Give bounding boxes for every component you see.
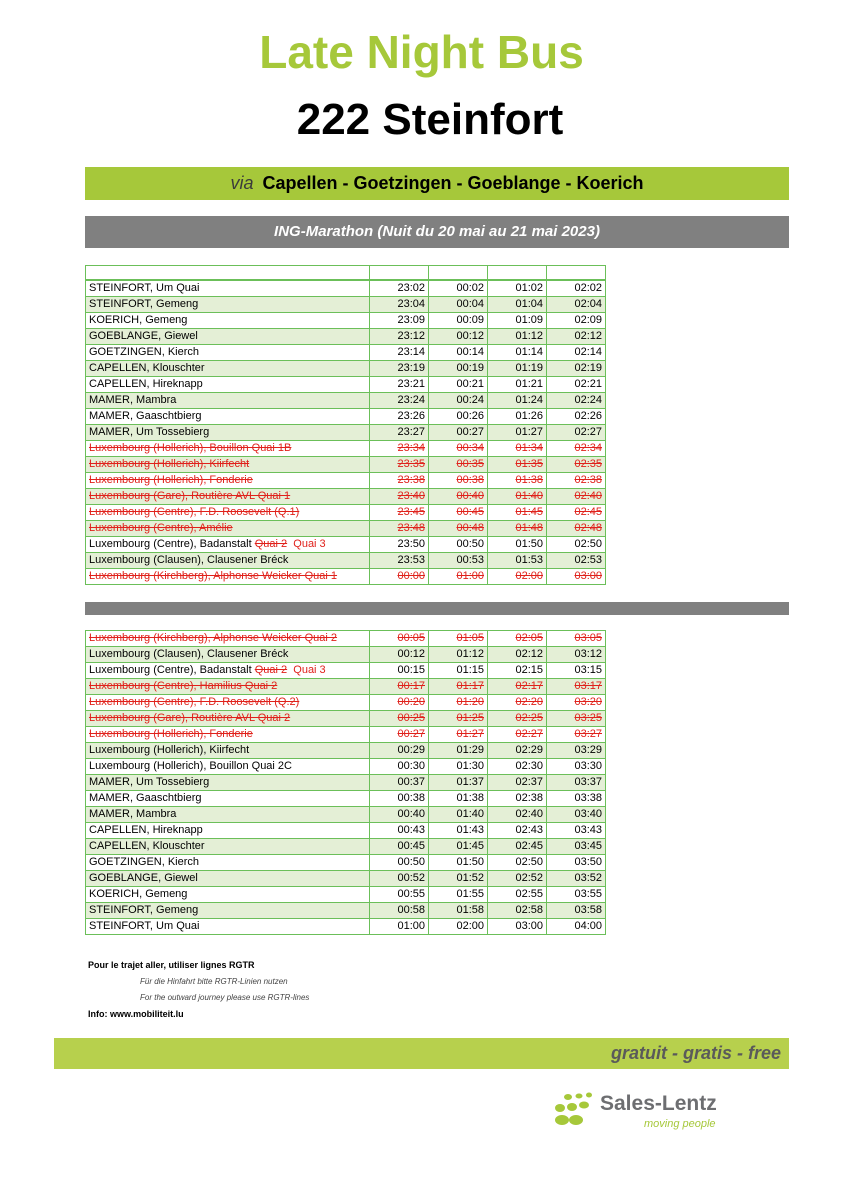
stop-name: [86, 647, 370, 663]
departure-time: 00:14: [429, 345, 488, 361]
table-row: [86, 823, 606, 839]
departure-time: 00:20: [370, 695, 429, 711]
stop-name: [86, 839, 370, 855]
stop-name: [86, 823, 370, 839]
stop-name: [86, 903, 370, 919]
departure-time: 00:37: [370, 775, 429, 791]
old-quai: Quai 2: [254, 538, 288, 550]
table-row: [86, 521, 606, 537]
departure-time: 01:50: [429, 855, 488, 871]
departure-time: 03:37: [547, 775, 606, 791]
departure-time: 02:48: [547, 521, 606, 537]
departure-time: 02:55: [488, 887, 547, 903]
departure-time: 00:21: [429, 377, 488, 393]
stop-label: Luxembourg (Hollerich), Fonderie: [89, 728, 253, 740]
table-row: [86, 280, 606, 297]
departure-time: 01:19: [488, 361, 547, 377]
stop-label: Luxembourg (Gare), Routière AVL Quai 2: [89, 712, 291, 724]
stop-name: [86, 521, 370, 537]
table-row: [86, 537, 606, 553]
departure-time: 02:21: [547, 377, 606, 393]
departure-time: 00:43: [370, 823, 429, 839]
departure-time: 01:27: [488, 425, 547, 441]
departure-time: 00:40: [429, 489, 488, 505]
departure-time: 03:58: [547, 903, 606, 919]
departure-time: 01:14: [488, 345, 547, 361]
departure-time: 02:35: [547, 457, 606, 473]
table-row: [86, 855, 606, 871]
table-row: [86, 743, 606, 759]
stop-name: [86, 441, 370, 457]
departure-time: 01:45: [429, 839, 488, 855]
stop-name: [86, 631, 370, 647]
departure-time: 00:53: [429, 553, 488, 569]
departure-time: 03:29: [547, 743, 606, 759]
new-quai: Quai 3: [293, 538, 326, 550]
departure-time: 01:35: [488, 457, 547, 473]
departure-time: 00:27: [370, 727, 429, 743]
stop-name: [86, 775, 370, 791]
departure-time: 00:34: [429, 441, 488, 457]
stop-label: MAMER, Um Tossebierg: [89, 776, 210, 788]
stop-label: Luxembourg (Kirchberg), Alphonse Weicker Quai 2: [89, 632, 338, 644]
departure-time: 01:02: [488, 280, 547, 297]
stop-name: [86, 569, 370, 585]
table-row: [86, 663, 606, 679]
departure-time: 01:38: [429, 791, 488, 807]
departure-time: 00:35: [429, 457, 488, 473]
stop-label: Luxembourg (Hollerich), Fonderie: [89, 474, 253, 486]
departure-time: 01:24: [488, 393, 547, 409]
stop-name: [86, 711, 370, 727]
departure-time: 00:38: [370, 791, 429, 807]
stop-label: CAPELLEN, Hireknapp: [89, 824, 203, 836]
departure-time: 01:21: [488, 377, 547, 393]
stop-label: STEINFORT, Gemeng: [89, 298, 199, 310]
logo-dots-icon: [552, 1090, 600, 1130]
departure-time: 01:12: [488, 329, 547, 345]
departure-time: 23:48: [370, 521, 429, 537]
note-german: Für die Hinfahrt bitte RGTR-Linien nutzen: [140, 977, 288, 986]
sales-lentz-logo: [552, 1090, 732, 1135]
departure-time: 00:00: [370, 569, 429, 585]
departure-time: 00:02: [429, 280, 488, 297]
departure-time: 02:12: [547, 329, 606, 345]
table-row: [86, 839, 606, 855]
stop-label: Luxembourg (Hollerich), Bouillon Quai 1B: [89, 442, 292, 454]
departure-time: 02:27: [547, 425, 606, 441]
stop-label: Luxembourg (Hollerich), Kiirfecht: [89, 744, 250, 756]
departure-time: 03:00: [488, 919, 547, 935]
stop-name: [86, 537, 370, 553]
stop-label: CAPELLEN, Klouschter: [89, 840, 205, 852]
departure-time: 02:52: [488, 871, 547, 887]
departure-time: 01:25: [429, 711, 488, 727]
stop-label: CAPELLEN, Klouschter: [89, 362, 205, 374]
stop-label: GOETZINGEN, Kierch: [89, 856, 200, 868]
table-row: [86, 345, 606, 361]
departure-time: 02:00: [429, 919, 488, 935]
stop-label: Luxembourg (Hollerich), Kiirfecht: [89, 458, 250, 470]
table-row: [86, 727, 606, 743]
stop-name: [86, 345, 370, 361]
info-link[interactable]: Info: www.mobiliteit.lu: [88, 1009, 184, 1019]
stop-name: [86, 743, 370, 759]
stop-name: [86, 791, 370, 807]
departure-time: 00:52: [370, 871, 429, 887]
table-row: [86, 759, 606, 775]
separator-bar: [85, 602, 789, 615]
departure-time: 03:20: [547, 695, 606, 711]
stop-label: STEINFORT, Um Quai: [89, 920, 200, 932]
table-header-row: [86, 266, 606, 281]
departure-time: 03:52: [547, 871, 606, 887]
stop-name: [86, 457, 370, 473]
stop-label: Luxembourg (Gare), Routière AVL Quai 1: [89, 490, 291, 502]
note-french: Pour le trajet aller, utiliser lignes RGTR: [88, 960, 255, 970]
departure-time: 03:00: [547, 569, 606, 585]
via-banner: [85, 167, 789, 200]
logo-name: Sales-Lentz: [600, 1092, 717, 1115]
departure-time: 02:05: [488, 631, 547, 647]
departure-time: 00:25: [370, 711, 429, 727]
stop-label: Luxembourg (Clausen), Clausener Bréck: [89, 648, 289, 660]
stop-name: [86, 377, 370, 393]
departure-time: 01:17: [429, 679, 488, 695]
departure-time: 02:45: [547, 505, 606, 521]
stop-name: [86, 489, 370, 505]
timetable-return: [85, 630, 606, 935]
departure-time: 00:40: [370, 807, 429, 823]
stop-name: [86, 329, 370, 345]
departure-time: 00:38: [429, 473, 488, 489]
departure-time: 02:15: [488, 663, 547, 679]
stop-label: GOEBLANGE, Giewel: [89, 330, 198, 342]
table-row: [86, 457, 606, 473]
stop-name: [86, 297, 370, 313]
table-row: [86, 919, 606, 935]
departure-time: 02:50: [547, 537, 606, 553]
table-row: [86, 775, 606, 791]
departure-time: 23:09: [370, 313, 429, 329]
departure-time: 00:09: [429, 313, 488, 329]
free-text: gratuit - gratis - free: [610, 1043, 781, 1063]
departure-time: 04:00: [547, 919, 606, 935]
departure-time: 01:04: [488, 297, 547, 313]
via-label: via: [230, 173, 254, 193]
departure-time: 00:48: [429, 521, 488, 537]
departure-time: 02:27: [488, 727, 547, 743]
departure-time: 02:20: [488, 695, 547, 711]
stop-name: [86, 855, 370, 871]
stop-name: [86, 919, 370, 935]
departure-time: 23:34: [370, 441, 429, 457]
stop-name: [86, 887, 370, 903]
departure-time: 03:12: [547, 647, 606, 663]
departure-time: 01:40: [488, 489, 547, 505]
table-row: [86, 393, 606, 409]
departure-time: 01:12: [429, 647, 488, 663]
stop-label: STEINFORT, Um Quai: [89, 282, 200, 294]
departure-time: 23:24: [370, 393, 429, 409]
stop-label: STEINFORT, Gemeng: [89, 904, 199, 916]
departure-time: 02:12: [488, 647, 547, 663]
table-row: [86, 473, 606, 489]
departure-time: 00:55: [370, 887, 429, 903]
departure-time: 01:45: [488, 505, 547, 521]
departure-time: 01:30: [429, 759, 488, 775]
stop-label: Luxembourg (Centre), Badanstalt: [89, 664, 252, 676]
table-row: [86, 887, 606, 903]
departure-time: 23:35: [370, 457, 429, 473]
stop-label: Luxembourg (Clausen), Clausener Bréck: [89, 554, 289, 566]
stop-name: [86, 313, 370, 329]
departure-time: 02:43: [488, 823, 547, 839]
note-english: For the outward journey please use RGTR-lines: [140, 993, 310, 1002]
departure-time: 02:50: [488, 855, 547, 871]
departure-time: 03:38: [547, 791, 606, 807]
departure-time: 01:55: [429, 887, 488, 903]
via-route: Capellen - Goetzingen - Goeblange - Koerich: [262, 173, 644, 193]
footer-banner: [54, 1038, 789, 1069]
table-row: [86, 329, 606, 345]
departure-time: 00:04: [429, 297, 488, 313]
stop-name: [86, 425, 370, 441]
table-row: [86, 569, 606, 585]
timetable-outbound: [85, 265, 606, 585]
departure-time: 00:50: [429, 537, 488, 553]
stop-label: MAMER, Um Tossebierg: [89, 426, 210, 438]
new-quai: Quai 3: [293, 664, 326, 676]
table-row: [86, 441, 606, 457]
table-row: [86, 647, 606, 663]
departure-time: 03:25: [547, 711, 606, 727]
departure-time: 03:17: [547, 679, 606, 695]
departure-time: 00:17: [370, 679, 429, 695]
table-row: [86, 297, 606, 313]
table-row: [86, 489, 606, 505]
departure-time: 02:45: [488, 839, 547, 855]
departure-time: 01:29: [429, 743, 488, 759]
departure-time: 02:14: [547, 345, 606, 361]
stop-label: CAPELLEN, Hireknapp: [89, 378, 203, 390]
departure-time: 00:30: [370, 759, 429, 775]
departure-time: 23:40: [370, 489, 429, 505]
departure-time: 03:05: [547, 631, 606, 647]
stop-name: [86, 727, 370, 743]
departure-time: 23:19: [370, 361, 429, 377]
departure-time: 01:40: [429, 807, 488, 823]
departure-time: 01:37: [429, 775, 488, 791]
table-row: [86, 695, 606, 711]
departure-time: 03:50: [547, 855, 606, 871]
stop-label: Luxembourg (Kirchberg), Alphonse Weicker Quai 1: [89, 570, 338, 582]
stop-name: [86, 361, 370, 377]
table-row: [86, 505, 606, 521]
stop-name: [86, 553, 370, 569]
table-row: [86, 711, 606, 727]
departure-time: 00:27: [429, 425, 488, 441]
departure-time: 02:19: [547, 361, 606, 377]
departure-time: 02:30: [488, 759, 547, 775]
table-row: [86, 903, 606, 919]
departure-time: 01:50: [488, 537, 547, 553]
departure-time: 02:17: [488, 679, 547, 695]
departure-time: 23:12: [370, 329, 429, 345]
departure-time: 02:04: [547, 297, 606, 313]
departure-time: 23:50: [370, 537, 429, 553]
table-row: [86, 679, 606, 695]
departure-time: 01:48: [488, 521, 547, 537]
event-banner: ING-Marathon (Nuit du 20 mai au 21 mai 2023): [85, 216, 789, 248]
stop-label: Luxembourg (Centre), Amélie: [89, 522, 233, 534]
departure-time: 02:29: [488, 743, 547, 759]
logo-tagline: moving people: [644, 1118, 716, 1130]
departure-time: 01:15: [429, 663, 488, 679]
departure-time: 02:53: [547, 553, 606, 569]
departure-time: 02:00: [488, 569, 547, 585]
departure-time: 00:15: [370, 663, 429, 679]
stop-label: Luxembourg (Centre), Hamilius Quai 2: [89, 680, 278, 692]
table-row: [86, 361, 606, 377]
departure-time: 01:58: [429, 903, 488, 919]
departure-time: 01:43: [429, 823, 488, 839]
title-late-night-bus: Late Night Bus: [259, 26, 584, 78]
departure-time: 23:14: [370, 345, 429, 361]
stop-name: [86, 695, 370, 711]
departure-time: 00:45: [370, 839, 429, 855]
departure-time: 00:58: [370, 903, 429, 919]
departure-time: 01:52: [429, 871, 488, 887]
stop-name: [86, 679, 370, 695]
stop-label: Luxembourg (Centre), F.D. Roosevelt (Q.2): [89, 696, 300, 708]
stop-label: Luxembourg (Hollerich), Bouillon Quai 2C: [89, 760, 292, 772]
departure-time: 00:29: [370, 743, 429, 759]
departure-time: 01:20: [429, 695, 488, 711]
departure-time: 01:26: [488, 409, 547, 425]
stop-name: [86, 663, 370, 679]
stop-name: [86, 393, 370, 409]
departure-time: 23:27: [370, 425, 429, 441]
departure-time: 03:40: [547, 807, 606, 823]
stop-name: [86, 759, 370, 775]
departure-time: 00:12: [429, 329, 488, 345]
departure-time: 02:09: [547, 313, 606, 329]
departure-time: 01:00: [429, 569, 488, 585]
departure-time: 02:40: [488, 807, 547, 823]
departure-time: 23:45: [370, 505, 429, 521]
departure-time: 01:27: [429, 727, 488, 743]
departure-time: 02:02: [547, 280, 606, 297]
departure-time: 23:02: [370, 280, 429, 297]
departure-time: 02:58: [488, 903, 547, 919]
departure-time: 01:00: [370, 919, 429, 935]
departure-time: 03:15: [547, 663, 606, 679]
departure-time: 23:21: [370, 377, 429, 393]
stop-label: MAMER, Mambra: [89, 394, 177, 406]
departure-time: 23:26: [370, 409, 429, 425]
departure-time: 01:38: [488, 473, 547, 489]
departure-time: 03:45: [547, 839, 606, 855]
stop-name: [86, 505, 370, 521]
departure-time: 00:26: [429, 409, 488, 425]
table-row: [86, 425, 606, 441]
departure-time: 02:26: [547, 409, 606, 425]
stop-name: [86, 871, 370, 887]
stop-label: KOERICH, Gemeng: [89, 888, 188, 900]
departure-time: 02:40: [547, 489, 606, 505]
stop-name: [86, 807, 370, 823]
stop-label: Luxembourg (Centre), F.D. Roosevelt (Q.1): [89, 506, 300, 518]
stop-label: GOEBLANGE, Giewel: [89, 872, 198, 884]
departure-time: 00:12: [370, 647, 429, 663]
departure-time: 00:19: [429, 361, 488, 377]
departure-time: 02:38: [547, 473, 606, 489]
departure-time: 02:25: [488, 711, 547, 727]
departure-time: 02:34: [547, 441, 606, 457]
departure-time: 03:27: [547, 727, 606, 743]
departure-time: 03:43: [547, 823, 606, 839]
stop-label: Luxembourg (Centre), Badanstalt: [89, 538, 252, 550]
departure-time: 00:45: [429, 505, 488, 521]
departure-time: 01:05: [429, 631, 488, 647]
stop-label: MAMER, Gaaschtbierg: [89, 410, 202, 422]
stop-name: [86, 473, 370, 489]
departure-time: 00:05: [370, 631, 429, 647]
departure-time: 01:34: [488, 441, 547, 457]
table-row: [86, 377, 606, 393]
departure-time: 23:04: [370, 297, 429, 313]
departure-time: 02:37: [488, 775, 547, 791]
table-row: [86, 553, 606, 569]
stop-label: MAMER, Gaaschtbierg: [89, 792, 202, 804]
stop-name: [86, 280, 370, 297]
title-line-number: 222 Steinfort: [296, 95, 564, 144]
departure-time: 03:55: [547, 887, 606, 903]
departure-time: 01:53: [488, 553, 547, 569]
table-row: [86, 807, 606, 823]
departure-time: 23:38: [370, 473, 429, 489]
departure-time: 00:50: [370, 855, 429, 871]
stop-label: KOERICH, Gemeng: [89, 314, 188, 326]
table-row: [86, 791, 606, 807]
table-row: [86, 871, 606, 887]
stop-label: MAMER, Mambra: [89, 808, 177, 820]
departure-time: 00:24: [429, 393, 488, 409]
table-row: [86, 313, 606, 329]
departure-time: 02:38: [488, 791, 547, 807]
departure-time: 03:30: [547, 759, 606, 775]
table-row: [86, 409, 606, 425]
old-quai: Quai 2: [254, 664, 288, 676]
departure-time: 23:53: [370, 553, 429, 569]
stop-name: [86, 409, 370, 425]
table-row: [86, 631, 606, 647]
stop-label: GOETZINGEN, Kierch: [89, 346, 200, 358]
departure-time: 02:24: [547, 393, 606, 409]
departure-time: 01:09: [488, 313, 547, 329]
